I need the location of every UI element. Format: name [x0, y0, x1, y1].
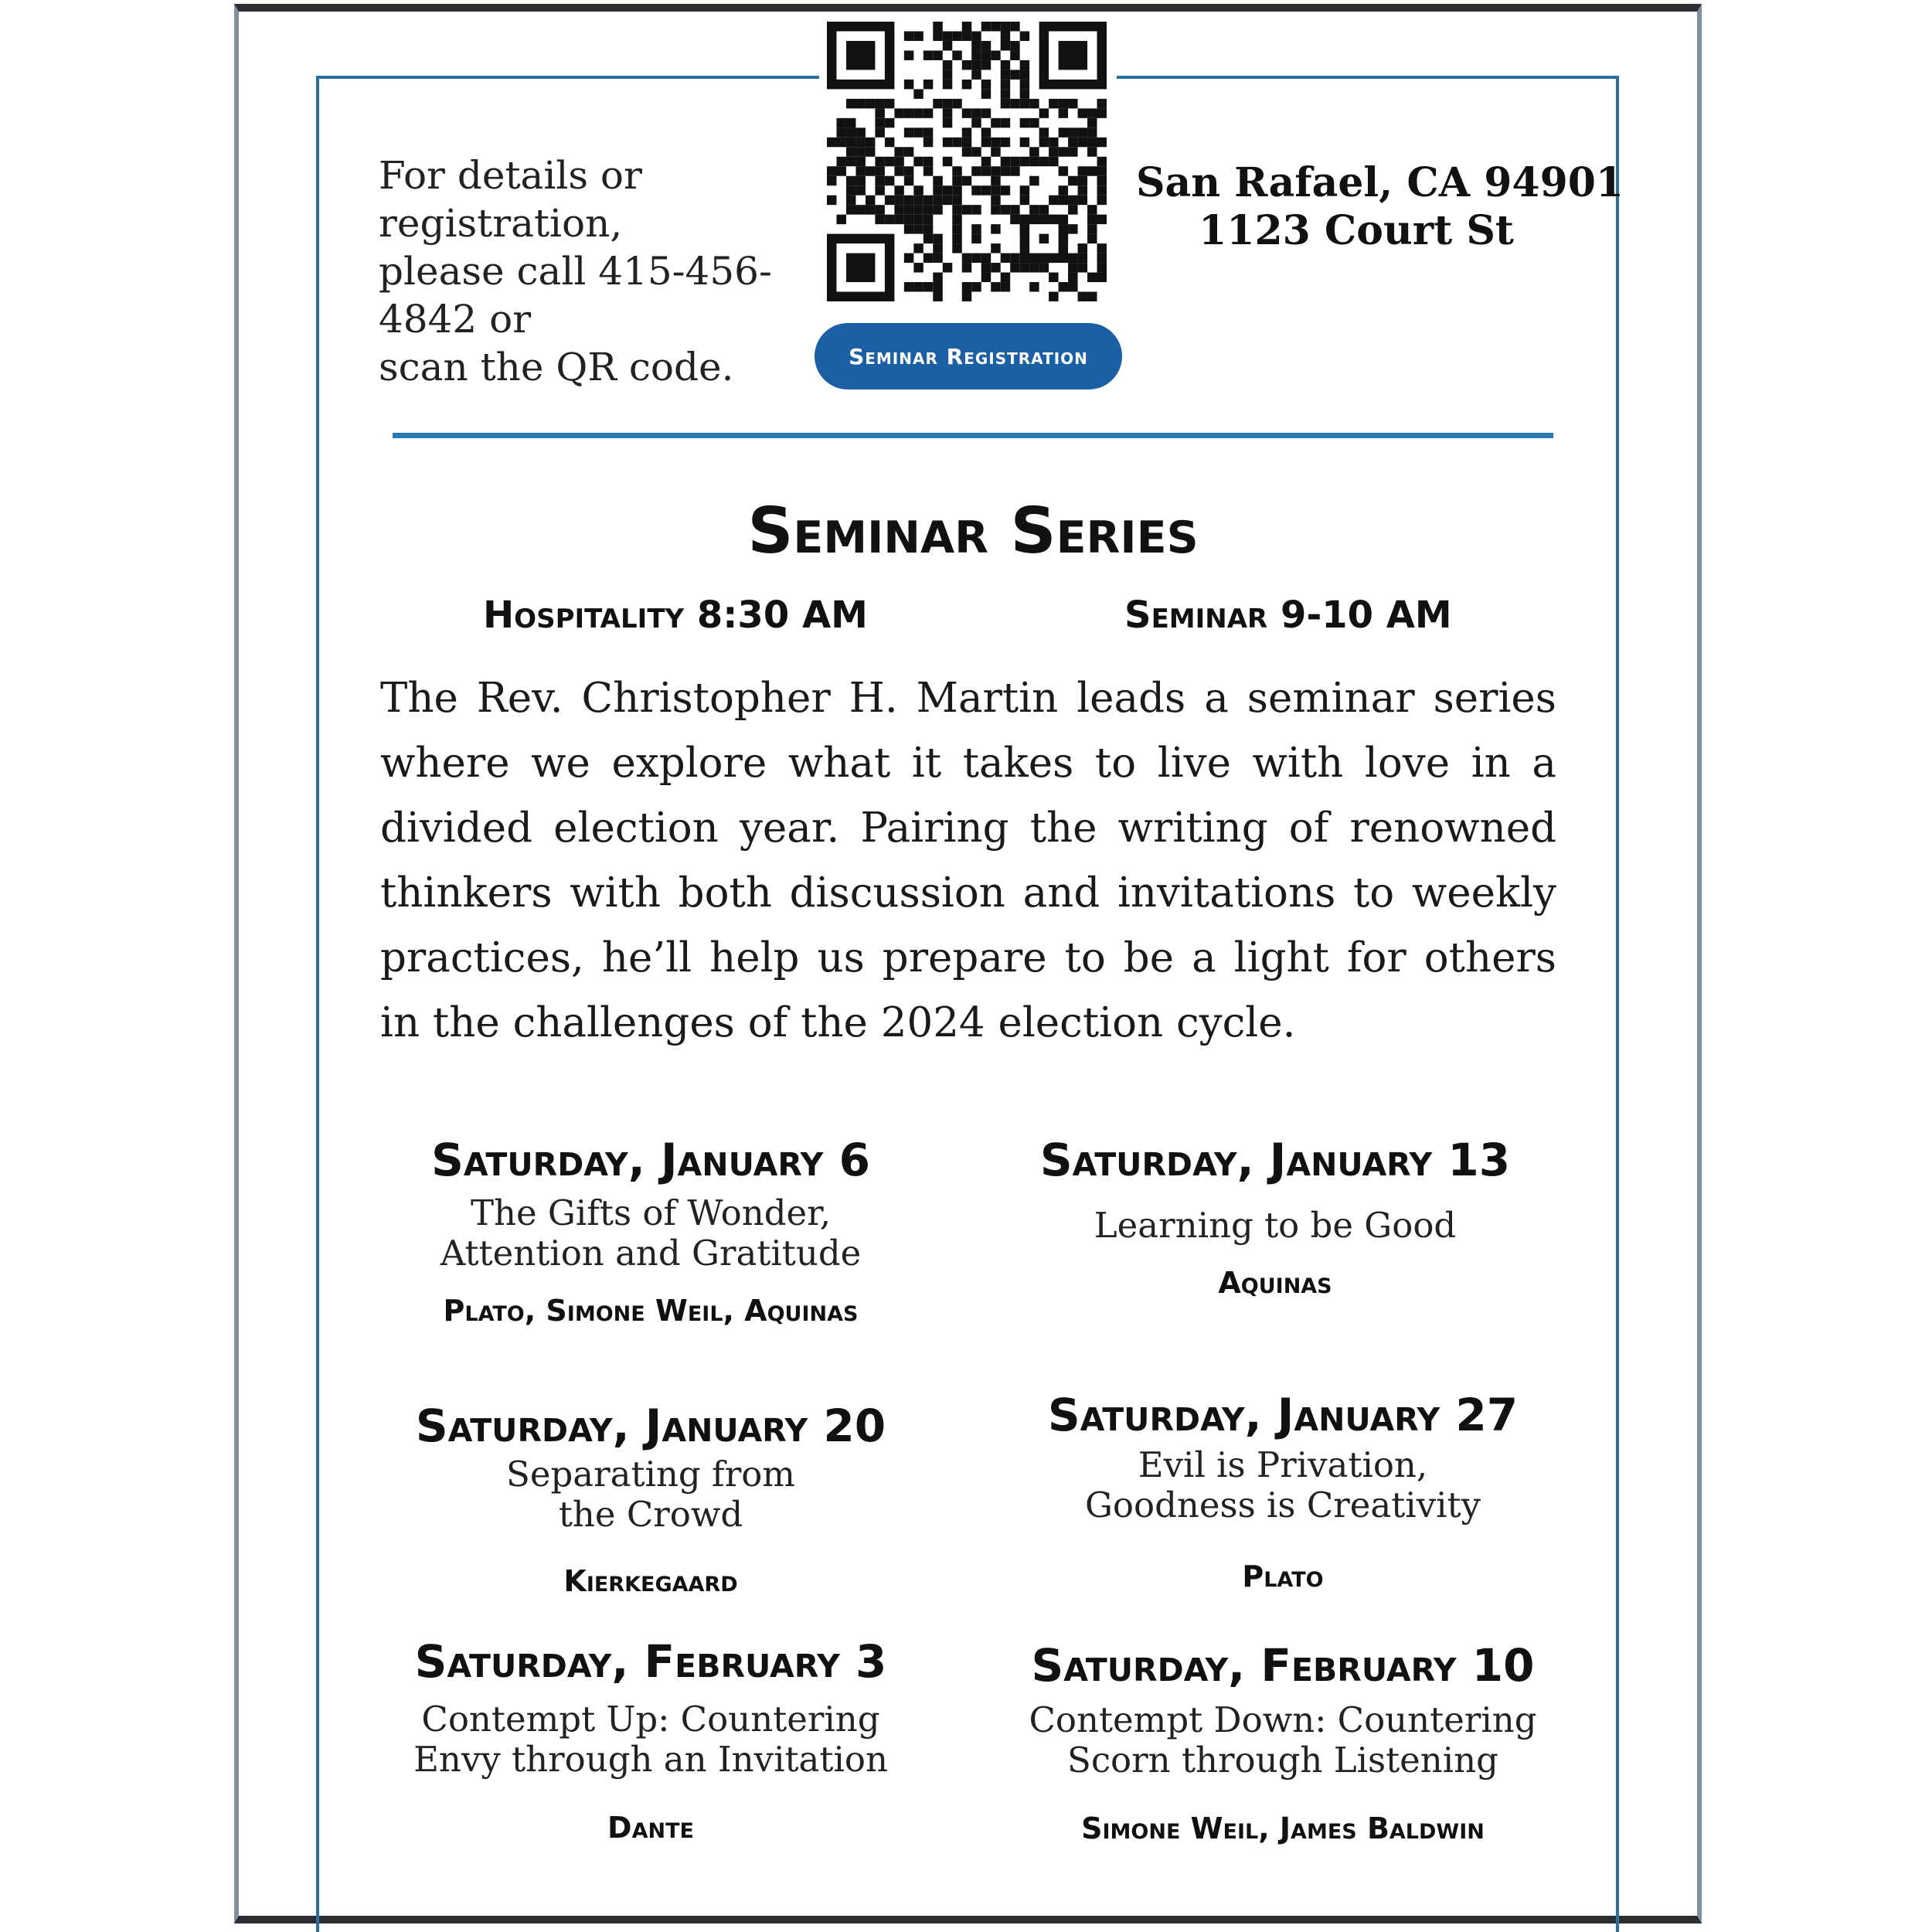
contact-line: please call 415-456-4842 or: [379, 249, 772, 342]
address: [1136, 159, 1624, 255]
session-date: Saturday, January 6: [431, 1134, 870, 1186]
session-topic: [989, 1445, 1577, 1526]
topic-line: Separating from: [506, 1454, 795, 1495]
address-street: 1123 Court St: [1199, 207, 1514, 254]
session-topic: [357, 1699, 944, 1780]
qr-code-icon[interactable]: [827, 22, 1107, 301]
topic-line: Contempt Up: Countering: [421, 1699, 880, 1740]
seminar-registration-button[interactable]: Seminar Registration: [815, 323, 1122, 389]
session-february-3: [357, 1634, 944, 1845]
contact-line: scan the QR code.: [379, 345, 734, 389]
session-authors: Aquinas: [1218, 1266, 1332, 1300]
session-topic: [357, 1193, 944, 1274]
seminar-time: Seminar 9-10 AM: [1124, 594, 1452, 637]
series-description: The Rev. Christopher H. Martin leads a seminar series where we explore what it takes to live with love in a divided election year. Pairing the writing of renowned thinkers with both discussion and invitations to weekly practices, he’ll help us prepare to be a light for others in the challenges of the 2024 election cycle.: [380, 675, 1556, 1046]
session-february-10: [989, 1638, 1577, 1845]
topic-line: Evil is Privation,: [1138, 1444, 1428, 1485]
topic-line: Attention and Gratitude: [440, 1233, 862, 1274]
contact-info: [379, 151, 811, 391]
topic-line: The Gifts of Wonder,: [470, 1192, 832, 1233]
session-date: Saturday, January 20: [415, 1400, 886, 1452]
session-january-6: [357, 1133, 944, 1328]
session-authors: Plato, Simone Weil, Aquinas: [443, 1294, 859, 1328]
session-january-27: [989, 1388, 1577, 1594]
session-authors: Kierkegaard: [563, 1564, 738, 1598]
topic-line: Envy through an Invitation: [413, 1739, 888, 1780]
session-topic: [981, 1206, 1569, 1246]
hospitality-time: Hospitality 8:30 AM: [483, 594, 868, 637]
session-date: Saturday, January 13: [1039, 1134, 1511, 1186]
topic-line: Learning to be Good: [1094, 1205, 1457, 1246]
session-date: Saturday, February 10: [1031, 1639, 1535, 1692]
session-topic: [357, 1454, 944, 1535]
session-authors: Plato: [1242, 1560, 1324, 1594]
topic-line: Scorn through Listening: [1067, 1740, 1498, 1781]
session-date: Saturday, February 3: [414, 1635, 887, 1688]
session-authors: Dante: [607, 1811, 694, 1845]
session-topic: [989, 1700, 1577, 1781]
divider: [393, 433, 1553, 438]
session-january-13: [981, 1133, 1569, 1300]
topic-line: the Crowd: [558, 1494, 743, 1535]
session-date: Saturday, January 27: [1047, 1389, 1519, 1441]
page-title: Seminar Series: [747, 495, 1199, 568]
contact-line: For details or registration,: [379, 153, 642, 246]
session-authors: Simone Weil, James Baldwin: [1081, 1811, 1485, 1845]
topic-line: Contempt Down: Countering: [1029, 1699, 1537, 1740]
address-city: San Rafael, CA 94901: [1136, 159, 1624, 206]
topic-line: Goodness is Creativity: [1084, 1485, 1481, 1526]
session-january-20: [357, 1399, 944, 1598]
